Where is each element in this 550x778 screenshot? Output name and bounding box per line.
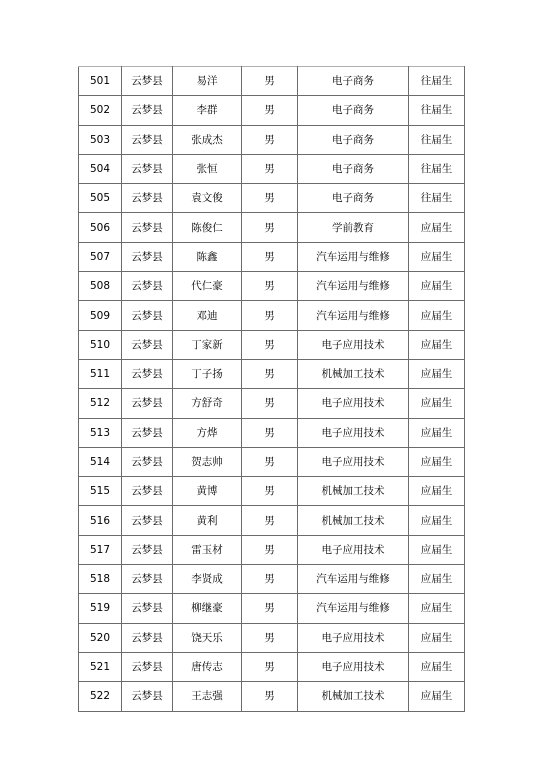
cell-no: 501 [79, 67, 122, 96]
table-row [79, 594, 465, 623]
cell-no: 520 [79, 623, 122, 652]
cell-type: 应届生 [409, 682, 465, 711]
cell-no: 521 [79, 652, 122, 681]
cell-name: 方舒奇 [173, 389, 242, 418]
cell-county: 云梦县 [122, 652, 173, 681]
cell-name: 陈俊仁 [173, 213, 242, 242]
cell-no: 519 [79, 594, 122, 623]
cell-type: 应届生 [409, 272, 465, 301]
cell-major: 电子应用技术 [298, 389, 409, 418]
cell-gender: 男 [242, 623, 298, 652]
cell-major: 电子商务 [298, 96, 409, 125]
table-row [79, 242, 465, 271]
cell-county: 云梦县 [122, 272, 173, 301]
cell-major: 电子应用技术 [298, 418, 409, 447]
cell-no: 506 [79, 213, 122, 242]
cell-no: 512 [79, 389, 122, 418]
cell-major: 机械加工技术 [298, 682, 409, 711]
cell-type: 应届生 [409, 418, 465, 447]
table-row [79, 535, 465, 564]
cell-gender: 男 [242, 447, 298, 476]
cell-county: 云梦县 [122, 125, 173, 154]
cell-name: 易洋 [173, 67, 242, 96]
cell-name: 李贤成 [173, 565, 242, 594]
cell-name: 丁子扬 [173, 359, 242, 388]
cell-name: 代仁豪 [173, 272, 242, 301]
cell-type: 应届生 [409, 477, 465, 506]
cell-no: 505 [79, 184, 122, 213]
cell-gender: 男 [242, 535, 298, 564]
cell-name: 黄利 [173, 506, 242, 535]
cell-gender: 男 [242, 359, 298, 388]
cell-name: 丁家新 [173, 330, 242, 359]
cell-type: 往届生 [409, 154, 465, 183]
cell-major: 汽车运用与维修 [298, 242, 409, 271]
cell-no: 504 [79, 154, 122, 183]
cell-county: 云梦县 [122, 67, 173, 96]
cell-no: 508 [79, 272, 122, 301]
cell-gender: 男 [242, 96, 298, 125]
cell-county: 云梦县 [122, 418, 173, 447]
table-row [79, 330, 465, 359]
table-row [79, 389, 465, 418]
cell-no: 513 [79, 418, 122, 447]
cell-county: 云梦县 [122, 184, 173, 213]
roster-body [79, 67, 465, 712]
cell-type: 往届生 [409, 96, 465, 125]
cell-gender: 男 [242, 594, 298, 623]
cell-gender: 男 [242, 565, 298, 594]
cell-no: 514 [79, 447, 122, 476]
cell-county: 云梦县 [122, 154, 173, 183]
cell-type: 往届生 [409, 184, 465, 213]
cell-type: 应届生 [409, 652, 465, 681]
cell-major: 电子应用技术 [298, 447, 409, 476]
table-row [79, 154, 465, 183]
cell-type: 应届生 [409, 594, 465, 623]
cell-gender: 男 [242, 330, 298, 359]
cell-name: 陈鑫 [173, 242, 242, 271]
cell-county: 云梦县 [122, 682, 173, 711]
cell-major: 机械加工技术 [298, 359, 409, 388]
table-row [79, 125, 465, 154]
cell-major: 电子应用技术 [298, 330, 409, 359]
table-row [79, 96, 465, 125]
cell-no: 502 [79, 96, 122, 125]
cell-name: 贺志帅 [173, 447, 242, 476]
cell-no: 509 [79, 301, 122, 330]
cell-gender: 男 [242, 418, 298, 447]
cell-name: 李群 [173, 96, 242, 125]
table-row [79, 623, 465, 652]
cell-major: 汽车运用与维修 [298, 301, 409, 330]
table-row [79, 652, 465, 681]
cell-county: 云梦县 [122, 359, 173, 388]
table-row [79, 477, 465, 506]
cell-county: 云梦县 [122, 506, 173, 535]
student-roster-table [78, 66, 465, 712]
cell-name: 方烨 [173, 418, 242, 447]
cell-major: 汽车运用与维修 [298, 565, 409, 594]
cell-no: 515 [79, 477, 122, 506]
table-row [79, 213, 465, 242]
cell-major: 机械加工技术 [298, 506, 409, 535]
cell-county: 云梦县 [122, 96, 173, 125]
cell-gender: 男 [242, 67, 298, 96]
cell-name: 黄博 [173, 477, 242, 506]
cell-major: 电子商务 [298, 67, 409, 96]
cell-type: 应届生 [409, 242, 465, 271]
cell-gender: 男 [242, 242, 298, 271]
cell-type: 应届生 [409, 359, 465, 388]
cell-no: 507 [79, 242, 122, 271]
cell-gender: 男 [242, 301, 298, 330]
table-row [79, 418, 465, 447]
cell-type: 应届生 [409, 447, 465, 476]
cell-major: 汽车运用与维修 [298, 272, 409, 301]
table-row [79, 682, 465, 711]
cell-county: 云梦县 [122, 389, 173, 418]
cell-county: 云梦县 [122, 623, 173, 652]
cell-major: 学前教育 [298, 213, 409, 242]
cell-type: 往届生 [409, 125, 465, 154]
cell-gender: 男 [242, 506, 298, 535]
table-row [79, 184, 465, 213]
cell-gender: 男 [242, 682, 298, 711]
cell-no: 503 [79, 125, 122, 154]
cell-gender: 男 [242, 272, 298, 301]
cell-name: 唐传志 [173, 652, 242, 681]
cell-no: 518 [79, 565, 122, 594]
cell-gender: 男 [242, 184, 298, 213]
cell-name: 张恒 [173, 154, 242, 183]
cell-name: 张成杰 [173, 125, 242, 154]
cell-major: 电子商务 [298, 184, 409, 213]
cell-type: 应届生 [409, 623, 465, 652]
cell-no: 511 [79, 359, 122, 388]
cell-type: 应届生 [409, 330, 465, 359]
cell-type: 应届生 [409, 535, 465, 564]
cell-county: 云梦县 [122, 330, 173, 359]
cell-county: 云梦县 [122, 565, 173, 594]
table-row [79, 301, 465, 330]
cell-name: 柳继豪 [173, 594, 242, 623]
cell-county: 云梦县 [122, 242, 173, 271]
cell-type: 应届生 [409, 565, 465, 594]
cell-name: 邓迪 [173, 301, 242, 330]
cell-major: 电子商务 [298, 125, 409, 154]
cell-name: 王志强 [173, 682, 242, 711]
cell-no: 516 [79, 506, 122, 535]
cell-gender: 男 [242, 652, 298, 681]
cell-gender: 男 [242, 477, 298, 506]
cell-type: 应届生 [409, 389, 465, 418]
cell-major: 电子商务 [298, 154, 409, 183]
cell-county: 云梦县 [122, 301, 173, 330]
cell-county: 云梦县 [122, 447, 173, 476]
cell-name: 袁文俊 [173, 184, 242, 213]
cell-gender: 男 [242, 213, 298, 242]
cell-county: 云梦县 [122, 535, 173, 564]
cell-name: 饶天乐 [173, 623, 242, 652]
cell-major: 机械加工技术 [298, 477, 409, 506]
table-row [79, 506, 465, 535]
cell-major: 电子应用技术 [298, 652, 409, 681]
cell-gender: 男 [242, 389, 298, 418]
cell-major: 电子应用技术 [298, 623, 409, 652]
cell-name: 雷玉材 [173, 535, 242, 564]
cell-county: 云梦县 [122, 213, 173, 242]
table-row [79, 447, 465, 476]
cell-type: 应届生 [409, 213, 465, 242]
cell-major: 电子应用技术 [298, 535, 409, 564]
table-row [79, 565, 465, 594]
cell-type: 应届生 [409, 506, 465, 535]
cell-type: 应届生 [409, 301, 465, 330]
cell-county: 云梦县 [122, 477, 173, 506]
cell-type: 往届生 [409, 67, 465, 96]
cell-gender: 男 [242, 125, 298, 154]
table-row [79, 67, 465, 96]
cell-no: 517 [79, 535, 122, 564]
cell-no: 510 [79, 330, 122, 359]
table-row [79, 272, 465, 301]
cell-major: 汽车运用与维修 [298, 594, 409, 623]
cell-no: 522 [79, 682, 122, 711]
cell-county: 云梦县 [122, 594, 173, 623]
cell-gender: 男 [242, 154, 298, 183]
table-row [79, 359, 465, 388]
